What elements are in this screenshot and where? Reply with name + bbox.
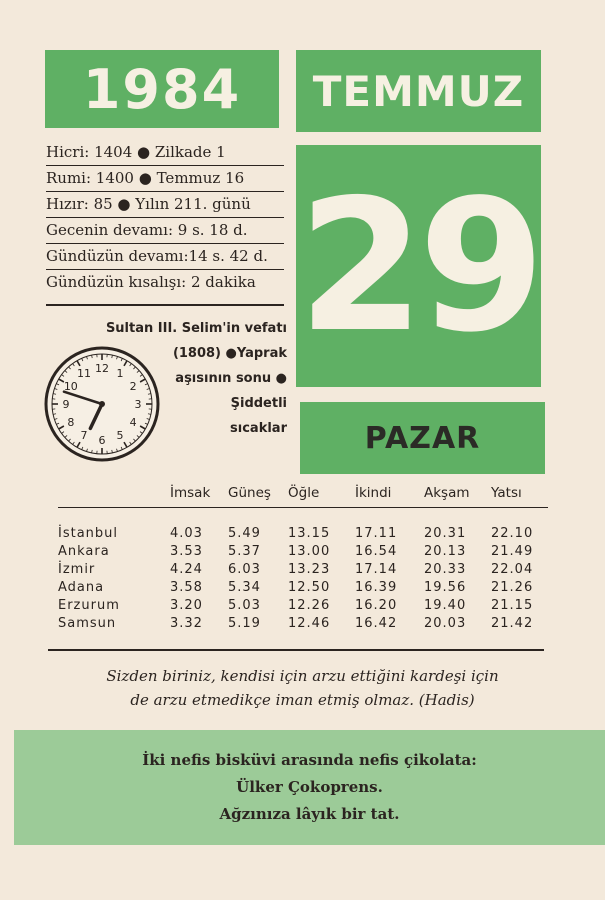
event-line: (1808) ●Yaprak	[172, 346, 287, 361]
city-name: Adana	[58, 579, 105, 595]
prayer-time: 17.14	[355, 561, 398, 577]
clock-numeral: 6	[98, 434, 106, 447]
prayer-time: 5.03	[228, 597, 261, 613]
city-name: Ankara	[58, 543, 110, 559]
year-text: 1984	[82, 57, 242, 121]
prayer-column-header: İkindi	[355, 485, 424, 508]
city-name: İzmir	[58, 561, 96, 577]
event-line: aşısının sonu ●	[175, 371, 287, 386]
prayer-time: 16.20	[355, 597, 398, 613]
quote-line: Sizden biriniz, kendisi için arzu ettiğini kardeşi için	[106, 667, 499, 685]
clock-numeral: 11	[77, 366, 91, 380]
prayer-time: 3.53	[170, 543, 203, 559]
info-day-shortening: Gündüzün kısalışı: 2 dakika	[46, 273, 256, 291]
weekday-box	[300, 402, 545, 474]
prayer-time: 13.15	[288, 525, 331, 541]
prayer-time: 17.11	[355, 525, 398, 541]
prayer-time: 16.39	[355, 579, 398, 595]
clock-numeral: 1	[116, 366, 124, 380]
day-box	[296, 145, 541, 387]
hadith-quote	[40, 664, 565, 712]
prayer-time: 5.37	[228, 543, 261, 559]
month-box	[296, 50, 541, 132]
prayer-time: 20.31	[424, 525, 467, 541]
event-line: Sultan III. Selim'in vefatı	[105, 321, 287, 336]
table-row	[58, 508, 548, 543]
info-hizir: Hızır: 85 ● Yılın 211. günü	[46, 192, 284, 218]
prayer-time: 16.42	[355, 615, 398, 631]
event-line: sıcaklar	[230, 421, 287, 436]
info-day-length: Gündüzün devamı:14 s. 42 d.	[46, 244, 284, 270]
prayer-time: 21.49	[491, 543, 534, 559]
prayer-time: 3.20	[170, 597, 203, 613]
weekday-text: PAZAR	[364, 420, 481, 456]
prayer-time: 5.49	[228, 525, 261, 541]
prayer-time: 3.58	[170, 579, 203, 595]
prayer-time: 21.42	[491, 615, 534, 631]
prayer-time: 12.26	[288, 597, 331, 613]
prayer-time: 20.03	[424, 615, 467, 631]
table-divider	[48, 649, 544, 651]
clock-numeral: 5	[116, 429, 124, 443]
prayer-time: 5.34	[228, 579, 261, 595]
table-row	[58, 614, 548, 632]
info-rumi: Rumi: 1400 ● Temmuz 16	[46, 166, 284, 192]
prayer-time: 4.03	[170, 525, 203, 541]
table-row	[58, 596, 548, 614]
prayer-times-table	[58, 485, 548, 632]
prayer-time: 21.15	[491, 597, 534, 613]
info-hicri: Hicri: 1404 ● Zilkade 1	[46, 140, 284, 166]
clock-numeral: 3	[134, 398, 142, 411]
day-number: 29	[297, 160, 540, 372]
calendar-info	[46, 140, 284, 295]
prayer-time: 5.19	[228, 615, 261, 631]
prayer-time: 13.00	[288, 543, 331, 559]
prayer-column-header: İmsak	[170, 485, 228, 508]
prayer-column-header: Öğle	[288, 485, 355, 508]
info-divider	[46, 304, 284, 306]
city-name: Samsun	[58, 615, 117, 631]
clock-numeral: 2	[129, 380, 137, 393]
prayer-column-header: Yatsı	[491, 485, 548, 508]
table-row	[58, 578, 548, 596]
historical-event	[105, 316, 287, 441]
ad-line: Ülker Çokoprens.	[236, 778, 383, 796]
clock-numeral: 7	[80, 429, 88, 443]
prayer-time: 4.24	[170, 561, 203, 577]
clock-numeral: 8	[67, 416, 75, 429]
prayer-time: 19.56	[424, 579, 467, 595]
prayer-column-header: Güneş	[228, 485, 288, 508]
prayer-time: 20.13	[424, 543, 467, 559]
prayer-time: 12.50	[288, 579, 331, 595]
prayer-time: 13.23	[288, 561, 331, 577]
prayer-time: 22.04	[491, 561, 534, 577]
prayer-time: 20.33	[424, 561, 467, 577]
clock-numeral: 9	[62, 398, 70, 411]
prayer-time: 21.26	[491, 579, 534, 595]
prayer-time: 12.46	[288, 615, 331, 631]
clock-icon	[43, 345, 161, 463]
prayer-time: 16.54	[355, 543, 398, 559]
clock-numeral: 4	[129, 416, 137, 429]
month-text: TEMMUZ	[312, 66, 525, 116]
city-name: Erzurum	[58, 597, 120, 613]
city-name: İstanbul	[58, 525, 119, 541]
event-line: Şiddetli	[230, 396, 287, 411]
prayer-column-header: Akşam	[424, 485, 491, 508]
clock-numeral: 12	[95, 362, 109, 375]
prayer-column-header	[58, 485, 170, 508]
prayer-time: 19.40	[424, 597, 467, 613]
clock-numeral: 10	[63, 380, 78, 393]
table-row	[58, 542, 548, 560]
quote-line: de arzu etmedikçe iman etmiş olmaz. (Hadis)	[130, 691, 475, 709]
prayer-time: 22.10	[491, 525, 534, 541]
advertisement-banner	[14, 730, 605, 845]
info-night-length: Gecenin devamı: 9 s. 18 d.	[46, 218, 284, 244]
year-box	[45, 50, 279, 128]
prayer-time: 3.32	[170, 615, 203, 631]
ad-line: İki nefis bisküvi arasında nefis çikolata:	[142, 751, 477, 769]
table-row	[58, 560, 548, 578]
ad-line: Ağzınıza lâyık bir tat.	[219, 805, 400, 823]
prayer-time: 6.03	[228, 561, 261, 577]
